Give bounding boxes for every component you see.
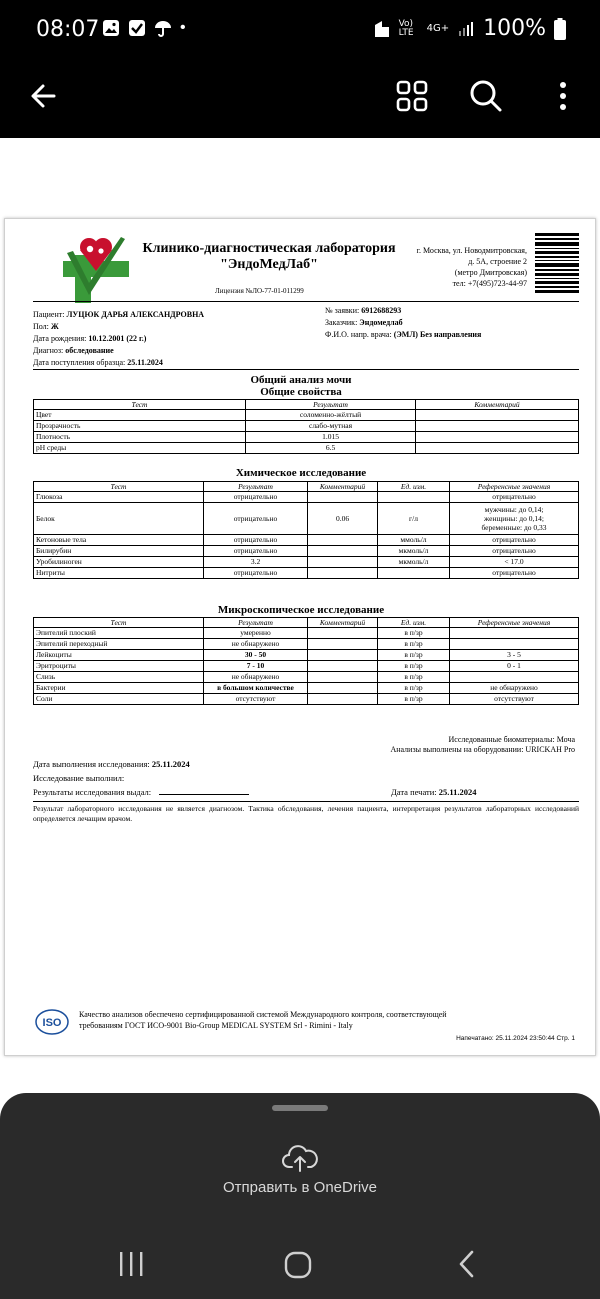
- svg-text:ISO: ISO: [42, 1017, 62, 1029]
- report-title: Общий анализ мочи: [250, 374, 352, 386]
- header-divider: [33, 301, 579, 302]
- table-row: Плотность 1.015: [34, 432, 579, 443]
- table-row: Эпителий переходный не обнаружено в п/зр: [34, 639, 579, 650]
- bottom-sheet: [0, 1093, 600, 1299]
- notification-icons: [102, 19, 186, 37]
- lab-logo-icon: [63, 233, 129, 303]
- table-row: Эритроциты 7 - 10 в п/зр 0 - 1: [34, 661, 579, 672]
- network-volte: Vo) LTE: [398, 18, 414, 38]
- table-row: Кетоновые тела отрицательно ммоль/л отрицательно: [34, 535, 579, 546]
- table-row: Эпителий плоский умеренно в п/зр: [34, 628, 579, 639]
- grid-view-icon[interactable]: [392, 76, 432, 116]
- barcode-icon: [535, 233, 579, 293]
- table-row: Соли отсутствуют в п/зр отсутствуют: [34, 694, 579, 705]
- network-type: 4G+: [426, 23, 450, 34]
- table-row: Нитриты отрицательно отрицательно: [34, 568, 579, 579]
- microscopic-table: Тест Результат Комментарий Ед. изм. Референсные значения Эпителий плоский умеренно в п/зр Эпителий переходный не обнаружено в п/зр Лейкоциты 30 - 50 в п/зр 3 - 5 Эритроциты 7 - 10 в п/зр 0 - 1 Слизь не обнаружено в п/зр Бактерии в большом количестве в п/зр не обнаружено Соли отсутствуют в п/зр отсутствуют: [33, 617, 579, 705]
- search-icon[interactable]: [466, 76, 506, 116]
- patient-info: Пациент: ЛУЦЮК ДАРЬЯ АЛЕКСАНДРОВНА Пол: Ж Дата рождения: 10.12.2001 (22 г.) Диагноз: обследование Дата поступления образца: 25.11.2024: [33, 310, 205, 367]
- status-dot: •: [180, 19, 186, 36]
- table-row: pH среды 6.5: [34, 443, 579, 454]
- lab-name: Клинико-диагностическая лаборатория "ЭндоМедЛаб": [142, 241, 396, 272]
- table-row: Белок отрицательно 0.06 г/л мужчины: до 0,14; женщины: до 0,14; беременные: до 0,33: [34, 503, 579, 535]
- home-icon[interactable]: [282, 1249, 314, 1281]
- task-check-icon: [128, 19, 146, 37]
- signal-icon: [457, 20, 475, 38]
- chemical-section-title: Химическое исследование: [235, 467, 367, 479]
- chemical-table: Тест Результат Комментарий Ед. изм. Референсные значения Глюкоза отрицательно отрицательно Белок отрицательно 0.06 г/л мужчины: до 0,14; женщины: до 0,14; беременные: до 0,33 Кетоновые тела отрицательно ммоль/л отрицательно Билирубин отрицательно мкмоль/л отрицательно Уробилиноген 3.2 мкмоль/л < 17.0 Нитриты отрицательно отрицательно: [33, 481, 579, 579]
- status-bar: [0, 0, 600, 52]
- system-icons: [373, 16, 566, 41]
- lab-report-page: [4, 218, 596, 1056]
- license-number: Лицензия №ЛО-77-01-011299: [215, 287, 304, 295]
- app-bar: [0, 52, 600, 138]
- general-section-title: Общие свойства: [260, 386, 342, 398]
- table-row: Бактерии в большом количестве в п/зр не обнаружено: [34, 683, 579, 694]
- gallery-icon: [102, 19, 120, 37]
- umbrella-icon: [154, 19, 172, 37]
- general-properties-table: Тест Результат Комментарий Цвет соломенно-жёлтый Прозрачность слабо-мутная Плотность 1.015 pH среды 6.5: [33, 399, 579, 454]
- cloud-upload-icon[interactable]: [282, 1143, 318, 1173]
- sim-building-icon: [373, 20, 391, 38]
- iso-logo-icon: [35, 1009, 69, 1035]
- sheet-drag-handle[interactable]: [272, 1105, 328, 1111]
- table-row: Уробилиноген 3.2 мкмоль/л < 17.0: [34, 557, 579, 568]
- table-row: Цвет соломенно-жёлтый: [34, 410, 579, 421]
- printed-timestamp: Напечатано: 25.11.2024 23:50:44 Стр. 1: [456, 1035, 575, 1042]
- recent-apps-icon[interactable]: [116, 1249, 146, 1279]
- battery-percent: 100%: [483, 16, 546, 41]
- patient-divider: [33, 369, 579, 370]
- table-row: Лейкоциты 30 - 50 в п/зр 3 - 5: [34, 650, 579, 661]
- status-time: 08:07: [36, 17, 100, 42]
- nav-back-icon[interactable]: [452, 1249, 482, 1279]
- execution-info: Дата выполнения исследования: 25.11.2024 Исследование выполнил: Результаты исследования выдал: Дата печати: 25.11.2024: [33, 759, 477, 797]
- send-to-onedrive-button[interactable]: Отправить в OneDrive: [222, 1179, 378, 1196]
- table-row: Билирубин отрицательно мкмоль/л отрицательно: [34, 546, 579, 557]
- table-row: Прозрачность слабо-мутная: [34, 421, 579, 432]
- micro-section-title: Микроскопическое исследование: [217, 604, 385, 616]
- table-row: Глюкоза отрицательно отрицательно: [34, 492, 579, 503]
- quality-statement: Качество анализов обеспечено сертифицированной системой Международного контроля, соответствующей требованиям ГОСТ ИСО-9001 Bio-Group MEDICAL SYSTEM Srl - Rimini - Italy: [79, 1010, 447, 1030]
- biomaterial-info: Исследованные биоматериалы: Моча Анализы выполнены на оборудовании: URICKAH Pro: [390, 735, 575, 754]
- lab-address: г. Москва, ул. Новодмитровская, д. 5А, строение 2 (метро Дмитровская) тел: +7(495)723-44-97: [416, 246, 527, 288]
- table-row: Слизь не обнаружено в п/зр: [34, 672, 579, 683]
- document-viewer[interactable]: [0, 138, 600, 1093]
- navigation-bar: [0, 1241, 600, 1299]
- battery-icon: [554, 18, 566, 40]
- back-arrow-icon[interactable]: [24, 76, 64, 116]
- order-info: № заявки: 6912688293 Заказчик: Эндомедлаб Ф.И.О. напр. врача: (ЭМЛ) Без направления: [325, 306, 482, 339]
- more-options-icon[interactable]: [548, 76, 578, 116]
- disclaimer-text: Результат лабораторного исследования не является диагнозом. Тактика обследования, лечения пациента, интерпретация результатов лабораторных исследований определяется лечащим врачом.: [33, 801, 579, 824]
